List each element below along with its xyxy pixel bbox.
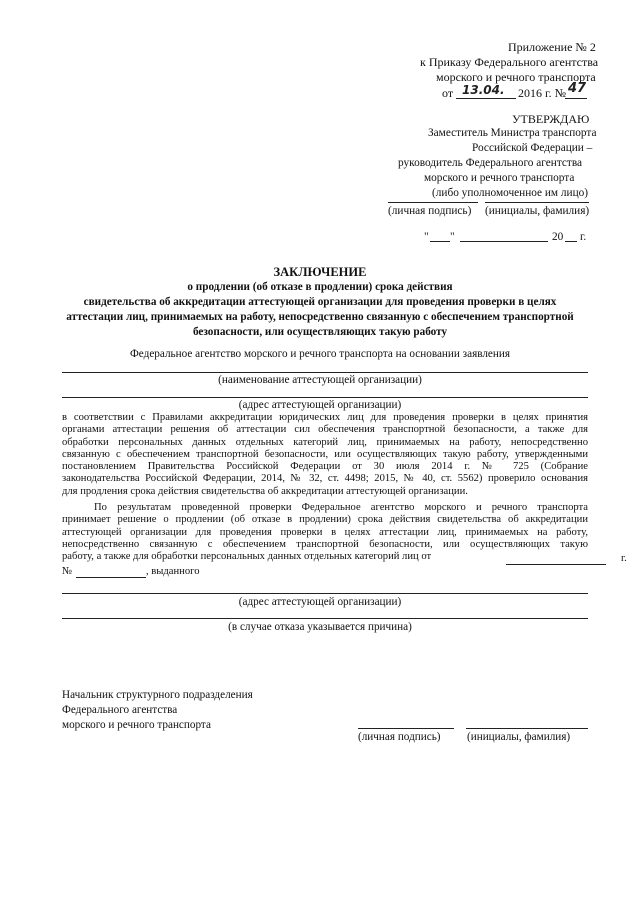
footer-initials-line [466, 728, 588, 729]
para2-number-line [76, 577, 146, 578]
appendix-handwritten-number: 47 [568, 81, 587, 96]
org-address-label: (адрес аттестующей организации) [238, 399, 402, 411]
paragraph-1-line: органами аттестации решения об аттестации сил обеспечения транспортной безопасности, а также для [62, 424, 588, 436]
document-subtitle-3: аттестации лиц, принимаемых на работу, непосредственно связанную с обеспечением транспортной [66, 311, 574, 323]
approve-line-3: руководитель Федерального агентства [398, 157, 583, 169]
org-name-label: (наименование аттестующей организации) [218, 374, 422, 386]
paragraph-2-line: работу, а также для обработки персональных данных отдельных категорий лиц от [62, 551, 432, 563]
approve-date-year: 20 [552, 231, 564, 243]
paragraph-2-line: принимает решение о продлении (об отказе в продлении) срока действия свидетельства об аккредитации [62, 514, 588, 526]
appendix-number-line [565, 98, 587, 99]
paragraph-1-line: законодательства Российской Федерации, 2014, № 32, ст. 4498; 2015, № 40, ст. 5562) проверило основания [62, 473, 588, 485]
para2-year-suffix: г. [621, 553, 627, 564]
footer-signature-line [358, 728, 454, 729]
approve-initials-label: (инициалы, фамилия) [485, 205, 590, 217]
paragraph-1 [62, 412, 588, 498]
org-name-line [62, 372, 588, 373]
footer-initials-label: (инициалы, фамилия) [467, 731, 571, 743]
paragraph-2 [62, 502, 588, 563]
paragraph-2-line: По результатам проведенной проверки Федеральное агентство морского и речного транспорта [94, 502, 588, 513]
org-address-line [62, 397, 588, 398]
refusal-line [62, 618, 588, 619]
footer-position-line-3: морского и речного транспорта [62, 719, 211, 731]
approve-date-month-line [460, 241, 548, 242]
para2-number-label: № [62, 566, 73, 577]
address-line-2 [62, 593, 588, 594]
approve-date-suffix: г. [580, 231, 587, 243]
paragraph-1-line: связанную с обеспечением транспортной безопасности, или осуществляющих такую работу, утвержденными [62, 448, 588, 460]
approve-title: УТВЕРЖДАЮ [512, 112, 590, 126]
appendix-date-line [456, 98, 516, 99]
paragraph-1-line: постановлением Правительства Российской Федерации от 30 июля 2014 г. № 725 (Собрание [62, 461, 588, 473]
approve-date-day-line [430, 241, 450, 242]
appendix-number: Приложение № 2 [508, 40, 596, 54]
approve-signature-line [388, 202, 478, 203]
paragraph-1-line: обработки персональных данных отдельных категорий лиц, принимаемых на работу, непосредственно [62, 436, 588, 448]
appendix-from-label: от [442, 86, 454, 100]
appendix-handwritten-date: 13.04. [462, 83, 505, 97]
document-subtitle-1: о продлении (об отказе в продлении) срока действия [187, 281, 453, 293]
approve-line-4: морского и речного транспорта [424, 172, 575, 184]
paragraph-1-line: для продления срока действия свидетельства об аккредитации аттестующей организации. [62, 485, 468, 497]
approve-date-year-line [565, 241, 577, 242]
footer-position-line-1: Начальник структурного подразделения [62, 689, 253, 701]
appendix-year-number-label: 2016 г. № [518, 86, 567, 100]
document-title: ЗАКЛЮЧЕНИЕ [273, 265, 367, 279]
approve-signature-label: (личная подпись) [388, 205, 472, 217]
appendix-order-ref: к Приказу Федерального агентства [420, 55, 599, 69]
footer-signature-label: (личная подпись) [358, 731, 441, 743]
para2-issued: , выданного [146, 566, 200, 577]
paragraph-2-line: аттестующей организации для проведения проверки в целях аттестации лиц, принимаемых на работу, [62, 526, 588, 538]
approve-initials-line [485, 202, 589, 203]
document-subtitle-4: безопасности, или осуществляющих такую работу [192, 326, 448, 338]
footer-position-line-2: Федерального агентства [62, 704, 178, 716]
approve-line-1: Заместитель Министра транспорта [428, 127, 597, 139]
approve-date-quote-close: " [450, 231, 455, 243]
document-subtitle-2: свидетельства об аккредитации аттестующей организации для проведения проверки в целях [83, 296, 557, 308]
approve-line-2: Российской Федерации – [472, 142, 593, 154]
approve-date-quote-open: " [424, 231, 429, 243]
appendix-agency: морского и речного транспорта [436, 70, 596, 84]
para2-date-line [506, 564, 606, 565]
approve-line-5: (либо уполномоченное им лицо) [432, 187, 589, 199]
paragraph-2-line: непосредственно связанную с обеспечением транспортной безопасности, или осуществляющих такую [62, 538, 588, 550]
address-label-2: (адрес аттестующей организации) [238, 596, 402, 608]
intro-text: Федеральное агентство морского и речного транспорта на основании заявления [129, 348, 511, 360]
paragraph-1-line: в соответствии с Правилами аккредитации юридических лиц для проведения проверки в целях принятия [62, 412, 588, 423]
refusal-label: (в случае отказа указывается причина) [228, 621, 412, 633]
